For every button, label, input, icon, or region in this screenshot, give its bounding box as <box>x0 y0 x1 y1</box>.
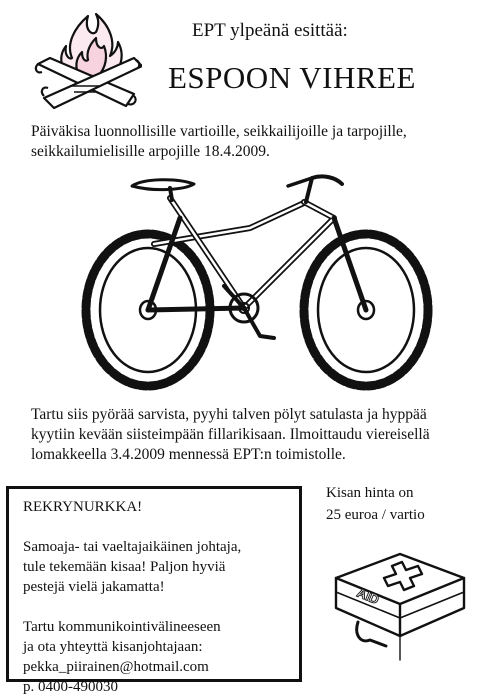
intro-line: Päiväkisa luonnollisille vartioille, seikkailijoille ja tarpojille, <box>31 123 407 140</box>
recruit-line: pestejä vielä jakamatta! <box>23 579 165 595</box>
price-line: 25 euroa / vartio <box>326 507 425 523</box>
body-paragraph <box>31 405 495 465</box>
poster-subtitle: EPT ylpeänä esittää: <box>192 20 348 41</box>
bicycle-illustration <box>74 168 446 406</box>
body-line: Tartu siis pyörää sarvista, pyyhi talven pölyt satulasta ja hyppää <box>31 406 427 423</box>
recruit-box <box>6 486 302 695</box>
body-line: kyytiin kevään siisteimpään fillarikisaan. Ilmoittaudu viereisellä <box>31 426 430 443</box>
intro-paragraph <box>31 122 491 162</box>
body-line: lomakkeella 3.4.2009 mennessä EPT:n toimistolle. <box>31 446 346 463</box>
campfire-icon <box>30 6 142 110</box>
recruit-paragraph-1 <box>23 537 285 597</box>
price-line: Kisan hinta on <box>326 485 414 501</box>
recruit-phone: p. 0400-490030 <box>23 679 118 695</box>
intro-line: seikkailumielisille arpojille 18.4.2009. <box>31 143 270 160</box>
recruit-title: REKRYNURKKA! <box>23 499 143 515</box>
recruit-paragraph-2 <box>23 617 285 697</box>
recruit-line: Samoaja- tai vaeltajaikäinen johtaja, <box>23 539 242 555</box>
recruit-line: Tartu kommunikointivälineeseen <box>23 619 221 635</box>
poster-title: ESPOON VIHREE <box>168 60 416 95</box>
price-info <box>326 482 425 526</box>
recruit-line: ja ota yhteyttä kisanjohtajaan: <box>23 639 203 655</box>
aid-label: AID <box>354 584 382 608</box>
recruit-line: tule tekemään kisaa! Paljon hyviä <box>23 559 226 575</box>
first-aid-kit-icon <box>330 548 470 666</box>
recruit-email[interactable]: pekka_piirainen@hotmail.com <box>23 659 209 675</box>
